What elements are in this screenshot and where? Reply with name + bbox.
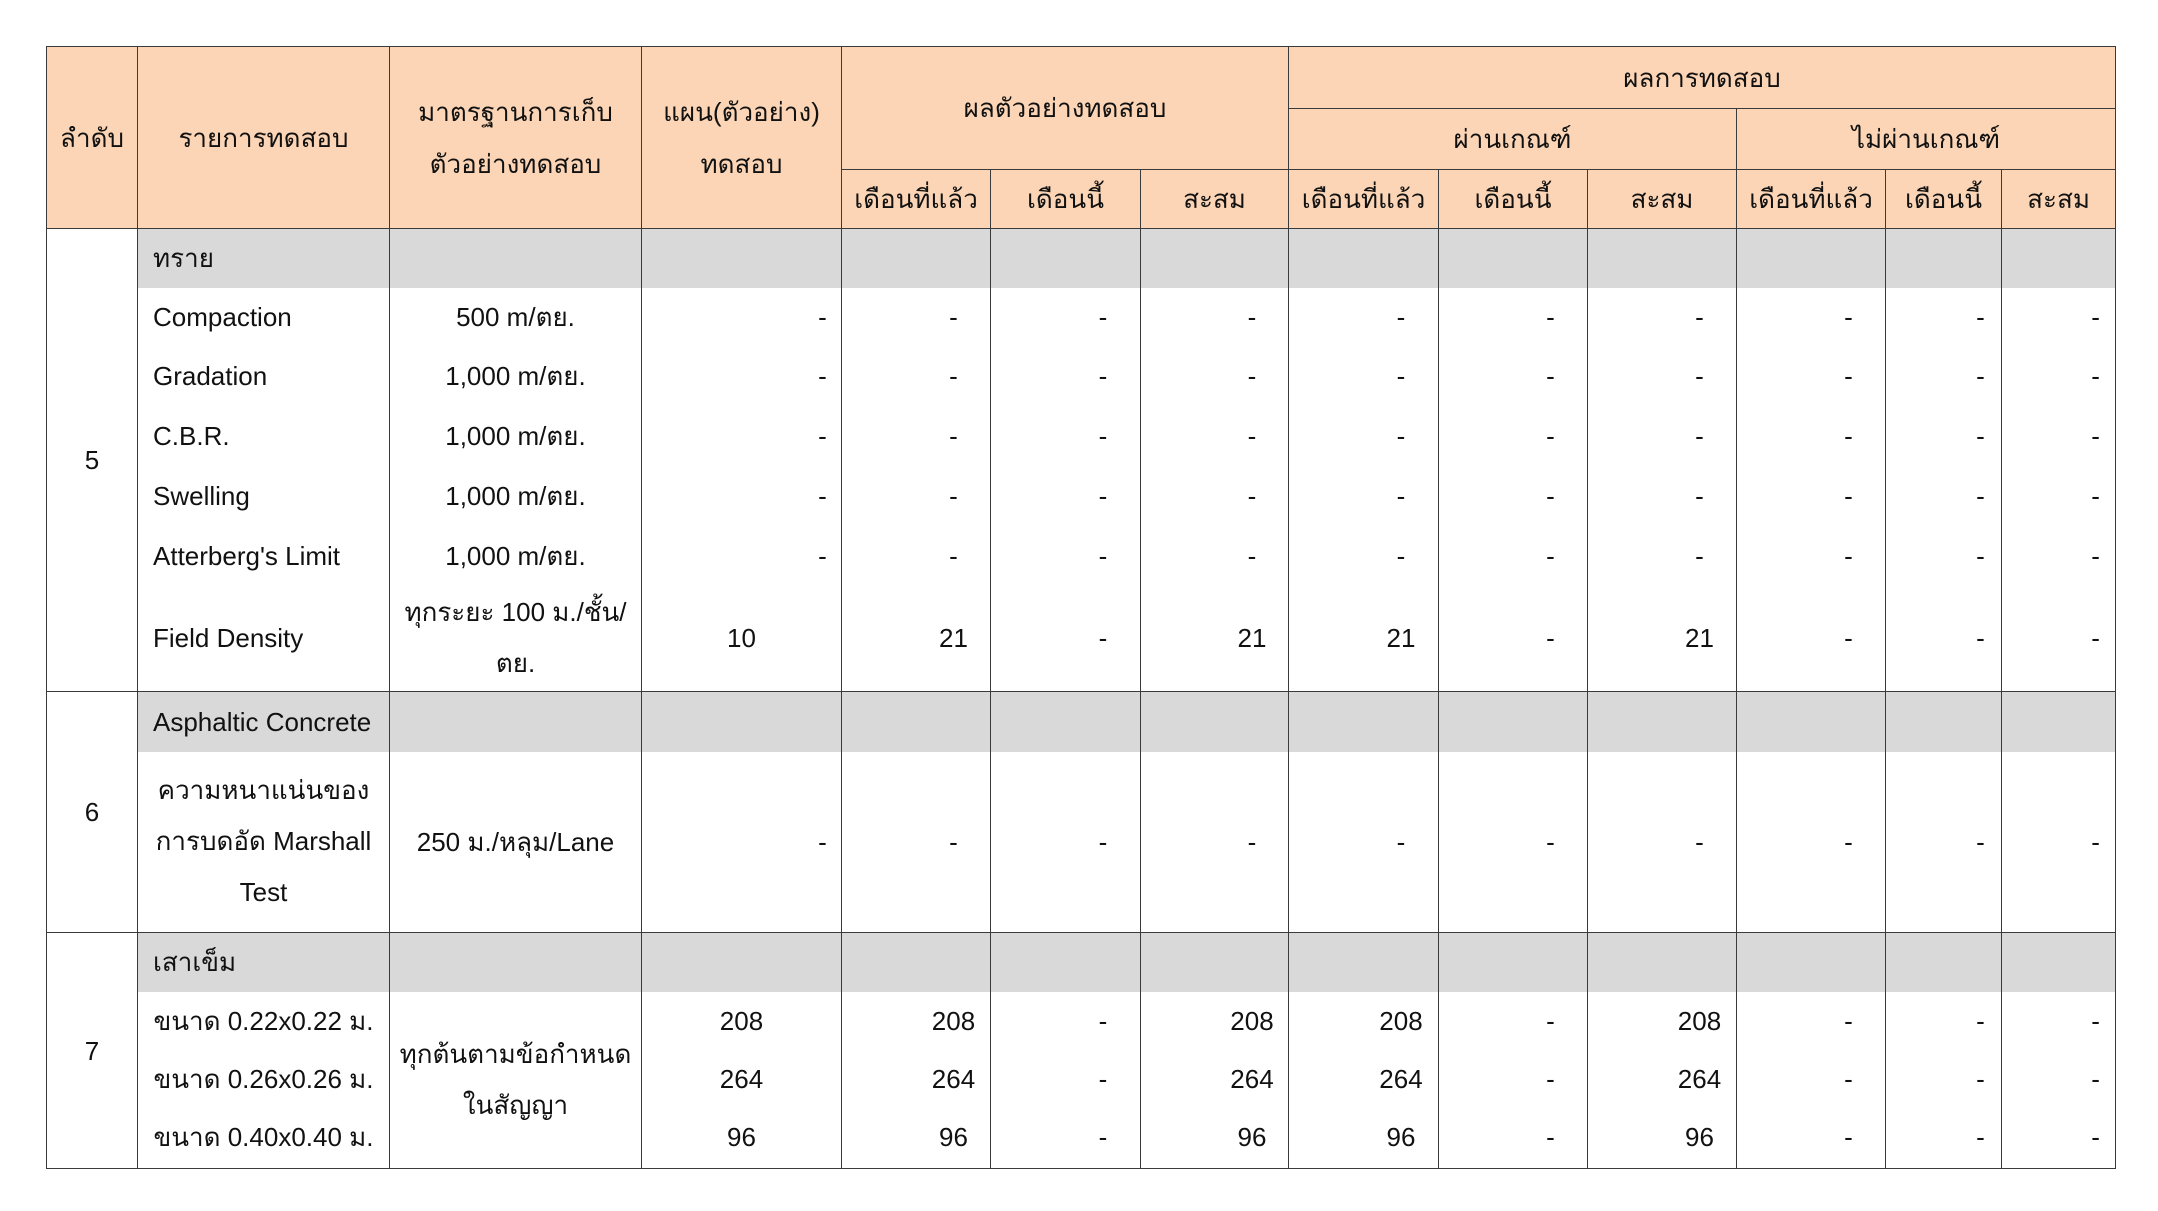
table-row [47,467,2116,526]
header-sample-results: ผลตัวอย่างทดสอบ [842,47,1289,170]
passed-cumulative-value: 208 [1588,992,1737,1051]
group-row-cell [390,692,642,752]
test-item-name: Swelling [138,467,390,526]
header-failed: ไม่ผ่านเกณฑ์ [1737,109,2116,170]
plan-value: - [642,752,842,933]
group-row-cell [1886,692,2002,752]
passed-last-month-value: - [1289,526,1439,586]
group-row-cell [2002,229,2116,288]
passed-last-month-value: 21 [1289,586,1439,692]
passed-cumulative-value: - [1588,288,1737,347]
group-row-cell [390,933,642,992]
header-passed-this-month: เดือนนี้ [1439,170,1588,229]
failed-last-month-value: - [1737,288,1886,347]
sampling-standard-line: ทุกระยะ 100 ม./ชั้น/ [404,597,627,628]
sample-last-month-value: - [842,347,991,406]
group-row-cell [1289,933,1439,992]
failed-last-month-value: - [1737,347,1886,406]
sample-this-month-value: - [991,586,1141,692]
table-body [47,229,2116,1169]
header-failed-cumulative: สะสม [2002,170,2116,229]
sample-last-month-value: 264 [842,1051,991,1107]
failed-last-month-value: - [1737,406,1886,467]
table-row [47,752,2116,933]
header-passed: ผ่านเกณฑ์ [1289,109,1737,170]
sampling-standard: 1,000 m/ตย. [390,467,642,526]
group-row-cell [2002,692,2116,752]
sampling-standard: 1,000 m/ตย. [390,347,642,406]
passed-cumulative-value: - [1588,526,1737,586]
group-row-cell [1439,692,1588,752]
passed-cumulative-value: - [1588,752,1737,933]
failed-last-month-value: - [1737,526,1886,586]
header-plan-line: แผน(ตัวอย่าง) [663,96,820,127]
test-results-table [46,46,2116,1169]
passed-last-month-value: - [1289,347,1439,406]
header-plan-line: ทดสอบ [700,148,783,179]
table-row [47,406,2116,467]
passed-this-month-value: - [1439,992,1588,1051]
sample-last-month-value: - [842,752,991,933]
group-row-cell [1737,933,1886,992]
passed-this-month-value: - [1439,586,1588,692]
failed-cumulative-value: - [2002,1051,2116,1107]
failed-last-month-value: - [1737,1051,1886,1107]
failed-cumulative-value: - [2002,1107,2116,1169]
section-order: 7 [47,933,138,1169]
sample-cumulative-value: 96 [1141,1107,1289,1169]
sample-last-month-value: 208 [842,992,991,1051]
test-item-line: การบดอัด Marshall [155,826,372,857]
header-passed-cumulative: สะสม [1588,170,1737,229]
test-item-name: ขนาด 0.40x0.40 ม. [138,1107,390,1169]
sample-last-month-value: - [842,526,991,586]
failed-this-month-value: - [1886,288,2002,347]
test-item-name: Gradation [138,347,390,406]
group-row-cell [390,229,642,288]
failed-this-month-value: - [1886,406,2002,467]
sample-cumulative-value: - [1141,347,1289,406]
failed-this-month-value: - [1886,992,2002,1051]
failed-this-month-value: - [1886,586,2002,692]
header-sample-last-month: เดือนที่แล้ว [842,170,991,229]
failed-last-month-value: - [1737,586,1886,692]
sample-this-month-value: - [991,992,1141,1051]
failed-cumulative-value: - [2002,586,2116,692]
group-row-cell [1737,692,1886,752]
passed-last-month-value: 264 [1289,1051,1439,1107]
group-row-cell [1588,933,1737,992]
table-row [47,526,2116,586]
group-row-cell [1141,229,1289,288]
plan-value: - [642,467,842,526]
header-failed-this-month: เดือนนี้ [1886,170,2002,229]
sample-cumulative-value: - [1141,526,1289,586]
failed-cumulative-value: - [2002,288,2116,347]
passed-cumulative-value: - [1588,467,1737,526]
group-row-cell [1141,692,1289,752]
sample-cumulative-value: - [1141,467,1289,526]
sampling-standard: 1,000 m/ตย. [390,526,642,586]
sample-cumulative-value: 208 [1141,992,1289,1051]
section-order: 5 [47,229,138,692]
header-failed-last-month: เดือนที่แล้ว [1737,170,1886,229]
passed-last-month-value: - [1289,752,1439,933]
table-row [47,288,2116,347]
passed-this-month-value: - [1439,406,1588,467]
sample-this-month-value: - [991,752,1141,933]
sample-this-month-value: - [991,1107,1141,1169]
sample-cumulative-value: - [1141,406,1289,467]
plan-value: - [642,406,842,467]
failed-last-month-value: - [1737,752,1886,933]
group-row-cell [842,933,991,992]
passed-this-month-value: - [1439,1107,1588,1169]
passed-this-month-value: - [1439,467,1588,526]
failed-cumulative-value: - [2002,347,2116,406]
failed-this-month-value: - [1886,1051,2002,1107]
sample-this-month-value: - [991,467,1141,526]
sampling-standard-line: ตย. [495,648,536,679]
sample-this-month-value: - [991,406,1141,467]
passed-this-month-value: - [1439,752,1588,933]
group-row-cell [842,692,991,752]
passed-this-month-value: - [1439,288,1588,347]
header-sampling-standard [390,47,642,229]
group-row-cell [1289,229,1439,288]
group-row [47,692,2116,752]
sample-last-month-value: 96 [842,1107,991,1169]
plan-value: 96 [642,1107,842,1169]
group-label: เสาเข็ม [138,933,390,992]
header-test-item: รายการทดสอบ [138,47,390,229]
failed-last-month-value: - [1737,992,1886,1051]
passed-this-month-value: - [1439,347,1588,406]
sampling-standard: 1,000 m/ตย. [390,406,642,467]
sample-cumulative-value: - [1141,288,1289,347]
group-row-cell [1886,229,2002,288]
group-row-cell [1886,933,2002,992]
test-item-name: Compaction [138,288,390,347]
failed-this-month-value: - [1886,347,2002,406]
table-row [47,992,2116,1051]
plan-value: - [642,288,842,347]
plan-value: 264 [642,1051,842,1107]
table-row [47,586,2116,692]
failed-cumulative-value: - [2002,752,2116,933]
sample-this-month-value: - [991,1051,1141,1107]
sampling-standard [390,992,642,1169]
group-row-cell [1439,229,1588,288]
group-row-cell [642,933,842,992]
test-item-line: Test [239,877,288,908]
passed-this-month-value: - [1439,1051,1588,1107]
plan-value: - [642,526,842,586]
test-item-name: C.B.R. [138,406,390,467]
passed-last-month-value: 208 [1289,992,1439,1051]
sample-last-month-value: - [842,406,991,467]
passed-cumulative-value: - [1588,406,1737,467]
passed-cumulative-value: 96 [1588,1107,1737,1169]
failed-this-month-value: - [1886,752,2002,933]
sample-last-month-value: - [842,467,991,526]
group-row [47,229,2116,288]
failed-cumulative-value: - [2002,467,2116,526]
section-order: 6 [47,692,138,933]
failed-last-month-value: - [1737,1107,1886,1169]
group-row-cell [642,692,842,752]
sampling-standard-line: ในสัญญา [462,1089,569,1120]
plan-value: - [642,347,842,406]
sampling-standard [390,586,642,692]
test-item-name: ขนาด 0.22x0.22 ม. [138,992,390,1051]
failed-cumulative-value: - [2002,992,2116,1051]
group-row-cell [2002,933,2116,992]
header-sampling-standard-line: มาตรฐานการเก็บ [418,96,613,127]
test-item-name: Atterberg's Limit [138,526,390,586]
group-row-cell [991,229,1141,288]
header-plan [642,47,842,229]
group-label: Asphaltic Concrete [138,692,390,752]
table-row [47,347,2116,406]
header-passed-last-month: เดือนที่แล้ว [1289,170,1439,229]
test-item-name: Field Density [138,586,390,692]
failed-this-month-value: - [1886,526,2002,586]
group-row-cell [1141,933,1289,992]
failed-this-month-value: - [1886,467,2002,526]
sample-last-month-value: - [842,288,991,347]
sample-last-month-value: 21 [842,586,991,692]
header-order: ลำดับ [47,47,138,229]
sample-cumulative-value: 264 [1141,1051,1289,1107]
sample-this-month-value: - [991,347,1141,406]
header-row-top [47,47,2116,109]
group-row-cell [1737,229,1886,288]
table-row [47,1051,2116,1107]
sampling-standard: 250 ม./หลุม/Lane [390,752,642,933]
passed-cumulative-value: 264 [1588,1051,1737,1107]
group-row-cell [1588,692,1737,752]
passed-last-month-value: - [1289,467,1439,526]
passed-this-month-value: - [1439,526,1588,586]
plan-value: 208 [642,992,842,1051]
failed-cumulative-value: - [2002,406,2116,467]
sample-this-month-value: - [991,288,1141,347]
group-row-cell [1439,933,1588,992]
failed-cumulative-value: - [2002,526,2116,586]
group-row [47,933,2116,992]
header-sample-cumulative: สะสม [1141,170,1289,229]
plan-value: 10 [642,586,842,692]
sample-cumulative-value: - [1141,752,1289,933]
group-row-cell [991,692,1141,752]
failed-last-month-value: - [1737,467,1886,526]
test-item-line: ความหนาแน่นของ [157,775,370,806]
header-sample-this-month: เดือนนี้ [991,170,1141,229]
group-label: ทราย [138,229,390,288]
group-row-cell [842,229,991,288]
passed-cumulative-value: 21 [1588,586,1737,692]
sampling-standard: 500 m/ตย. [390,288,642,347]
passed-last-month-value: 96 [1289,1107,1439,1169]
passed-cumulative-value: - [1588,347,1737,406]
sample-cumulative-value: 21 [1141,586,1289,692]
sample-this-month-value: - [991,526,1141,586]
group-row-cell [991,933,1141,992]
passed-last-month-value: - [1289,288,1439,347]
test-item-name: ขนาด 0.26x0.26 ม. [138,1051,390,1107]
group-row-cell [1289,692,1439,752]
sampling-standard-line: ทุกต้นตามข้อกำหนด [399,1038,632,1069]
passed-last-month-value: - [1289,406,1439,467]
header-test-results: ผลการทดสอบ [1289,47,2116,109]
group-row-cell [1588,229,1737,288]
table-header [47,47,2116,229]
failed-this-month-value: - [1886,1107,2002,1169]
group-row-cell [642,229,842,288]
header-sampling-standard-line: ตัวอย่างทดสอบ [429,148,602,179]
test-item-name [138,752,390,933]
table-row [47,1107,2116,1169]
